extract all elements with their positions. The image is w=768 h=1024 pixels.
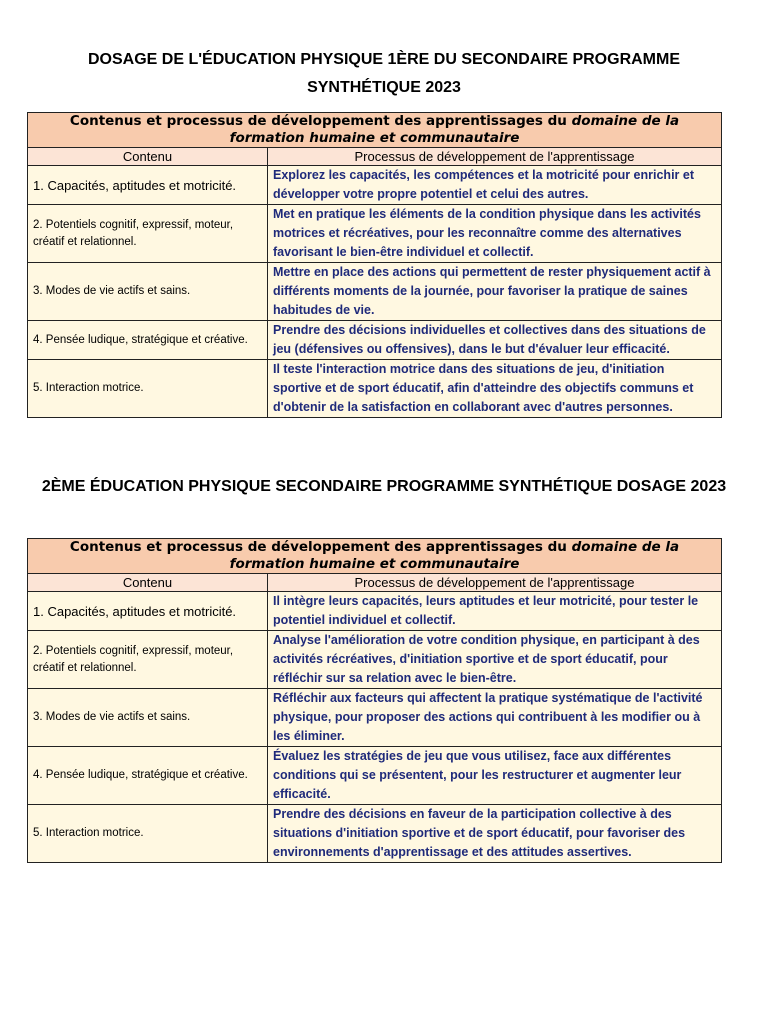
processus-cell: Explorez les capacités, les compétences et la motricité pour enrichir et développer votre propre potentiel et celui des autres. [268, 166, 722, 205]
column-header-contenu: Contenu [28, 574, 268, 592]
section2-title: 2ÈME ÉDUCATION PHYSIQUE SECONDAIRE PROGRAMME SYNTHÉTIQUE DOSAGE 2023 [41, 478, 727, 495]
table-row [28, 321, 722, 360]
column-header-processus: Processus de développement de l'apprentissage [268, 148, 722, 166]
column-header-processus: Processus de développement de l'apprentissage [268, 574, 722, 592]
contenu-cell: 4. Pensée ludique, stratégique et créative. [28, 747, 268, 805]
banner-text: Contenus et processus de développement des apprentissages du [69, 539, 572, 555]
processus-cell: Prendre des décisions en faveur de la participation collective à des situations d'initiation sportive et de sport éducatif, pour favoriser des environnements d'apprentissage et des attitudes assertives. [268, 805, 722, 863]
processus-cell: Il intègre leurs capacités, leurs aptitudes et leur motricité, pour tester le potentiel individuel et collectif. [268, 592, 722, 631]
column-header-contenu: Contenu [28, 148, 268, 166]
section1-banner [28, 113, 722, 148]
table-row [28, 689, 722, 747]
table-row [28, 805, 722, 863]
contenu-cell: 1. Capacités, aptitudes et motricité. [28, 166, 268, 205]
processus-cell: Réfléchir aux facteurs qui affectent la pratique systématique de l'activité physique, pour proposer des actions qui contribuent à les modifier ou à les éliminer. [268, 689, 722, 747]
banner-italic-text: domaine de la formation humaine et communautaire [229, 113, 680, 146]
contenu-cell: 5. Interaction motrice. [28, 805, 268, 863]
processus-cell: Évaluez les stratégies de jeu que vous utilisez, face aux différentes conditions qui se présentent, pour les restructurer et augmenter leur efficacité. [268, 747, 722, 805]
table-row [28, 747, 722, 805]
contenu-cell: 2. Potentiels cognitif, expressif, moteur, créatif et relationnel. [28, 205, 268, 263]
table-row [28, 205, 722, 263]
section1-title: DOSAGE DE L'ÉDUCATION PHYSIQUE 1ÈRE DU SECONDAIRE PROGRAMME SYNTHÉTIQUE 2023 [87, 51, 680, 96]
processus-cell: Met en pratique les éléments de la condition physique dans les activités motrices et récréatives, pour les reconnaître comme des alternatives favorisant le bien-être individuel et collectif. [268, 205, 722, 263]
processus-cell: Il teste l'interaction motrice dans des situations de jeu, d'initiation sportive et de sport éducatif, afin d'atteindre des objectifs communs et d'obtenir de la satisfaction en collaborant avec d'autres personnes. [268, 360, 722, 418]
contenu-cell: 3. Modes de vie actifs et sains. [28, 263, 268, 321]
section2-table [27, 538, 722, 863]
table-row [28, 592, 722, 631]
section2-banner [28, 539, 722, 574]
processus-cell: Mettre en place des actions qui permettent de rester physiquement actif à différents moments de la journée, pour favoriser la pratique de saines habitudes de vie. [268, 263, 722, 321]
table-row [28, 263, 722, 321]
banner-italic-text: domaine de la formation humaine et communautaire [229, 539, 680, 572]
table-row [28, 360, 722, 418]
processus-cell: Prendre des décisions individuelles et collectives dans des situations de jeu (défensives ou offensives), dans le but d'évaluer leur efficacité. [268, 321, 722, 360]
contenu-cell: 2. Potentiels cognitif, expressif, moteur, créatif et relationnel. [28, 631, 268, 689]
table-row [28, 166, 722, 205]
contenu-cell: 3. Modes de vie actifs et sains. [28, 689, 268, 747]
contenu-cell: 1. Capacités, aptitudes et motricité. [28, 592, 268, 631]
section1-table [27, 112, 722, 418]
table-row [28, 631, 722, 689]
banner-text: Contenus et processus de développement des apprentissages du [69, 113, 572, 129]
contenu-cell: 5. Interaction motrice. [28, 360, 268, 418]
processus-cell: Analyse l'amélioration de votre condition physique, en participant à des activités récréatives, d'initiation sportive et de sport éducatif, pour réfléchir sur sa relation avec le bien-être. [268, 631, 722, 689]
contenu-cell: 4. Pensée ludique, stratégique et créative. [28, 321, 268, 360]
